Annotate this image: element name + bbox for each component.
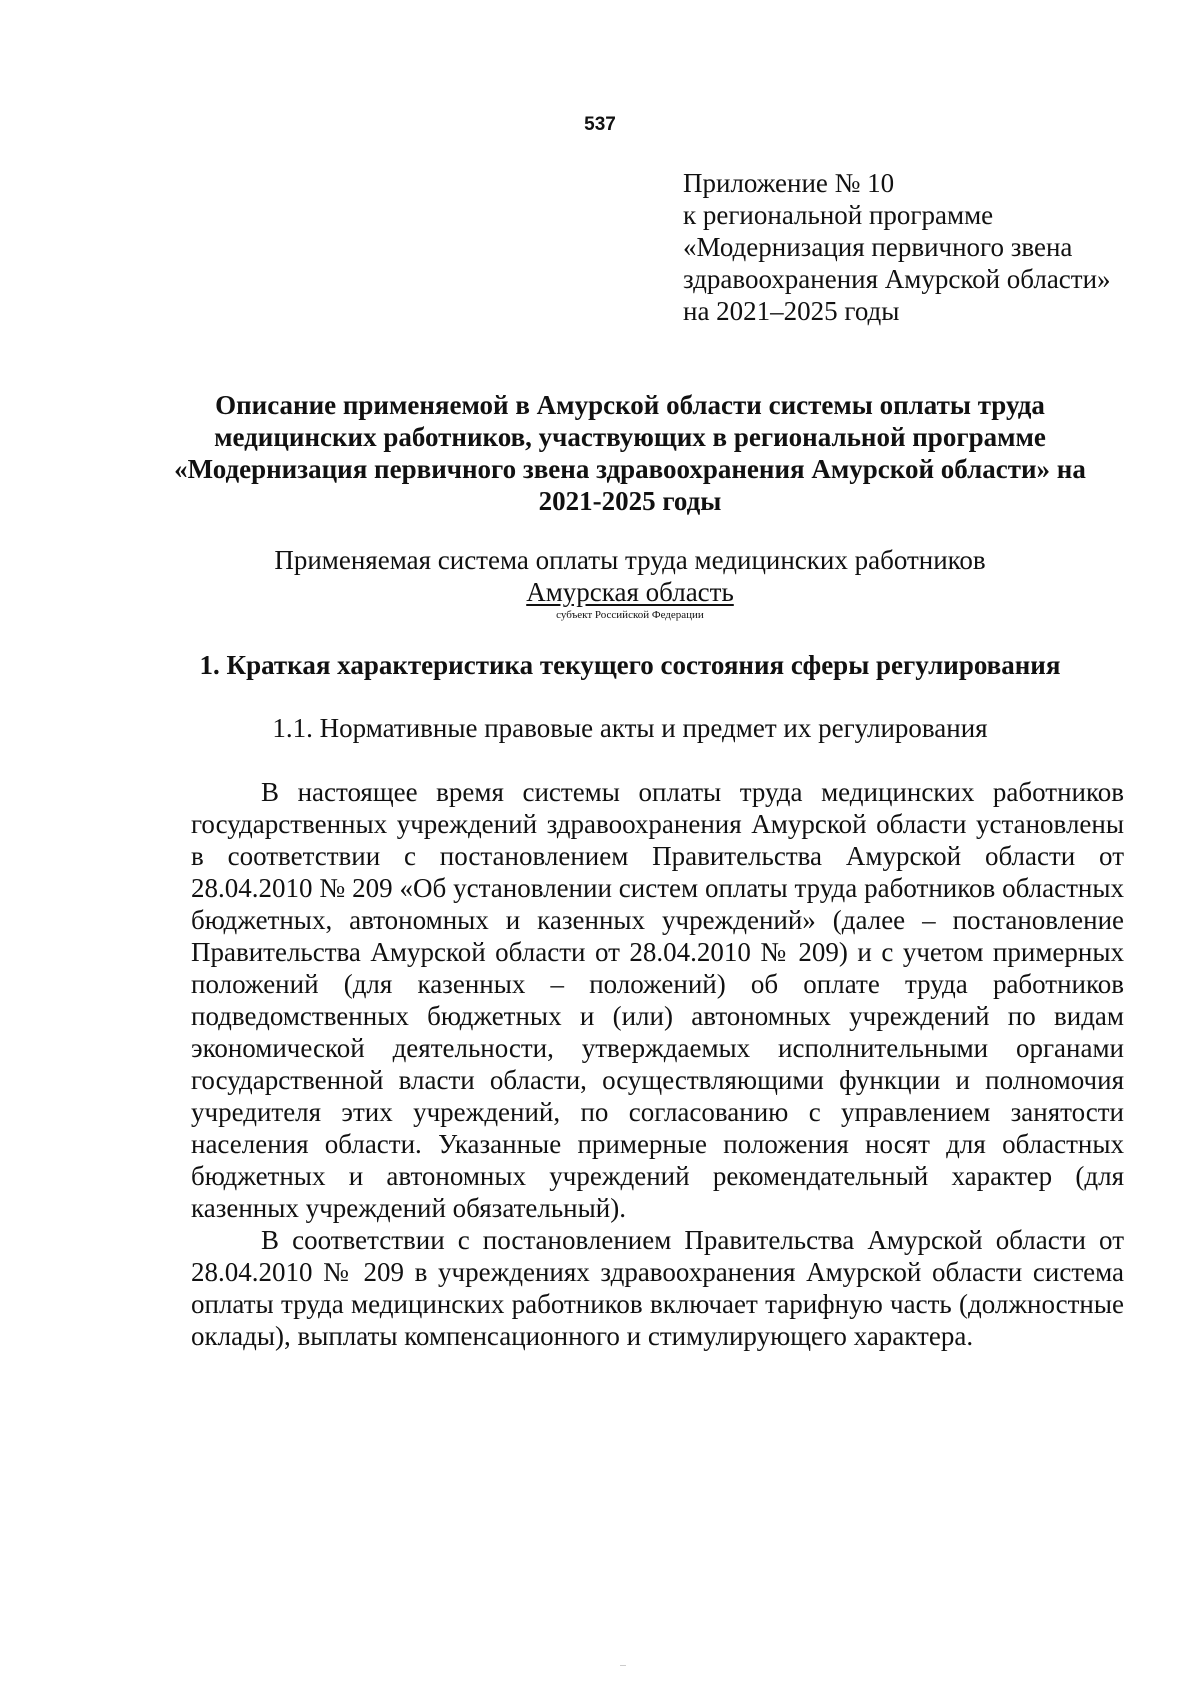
title-line: Описание применяемой в Амурской области системы оплаты труда — [215, 390, 1045, 420]
region-field — [150, 576, 1110, 608]
paragraph: В соответствии с постановлением Правительства Амурской области от 28.04.2010 № 209 в учреждениях здравоохранения Амурской области система оплаты труда медицинских работников включает тарифную часть (должностные оклады), выплаты компенсационного и стимулирующего характера. — [191, 1225, 1124, 1351]
appendix-line: на 2021–2025 годы — [683, 296, 900, 326]
subsection-heading: 1.1. Нормативные правовые акты и предмет их регулирования — [272, 713, 988, 743]
scan-mark — [620, 1665, 626, 1666]
appendix-line: здравоохранения Амурской области» — [683, 264, 1111, 294]
paragraph: В настоящее время системы оплаты труда медицинских работников государственных учреждений здравоохранения Амурской области установлены в соответствии с постановлением Правительства Амурской области от 28.04.2010 № 209 «Об установлении систем оплаты труда работников областных бюджетных, автономных и казенных учреждений» (далее – постановление Правительства Амурской области от 28.04.2010 № 209) и с учетом примерных положений (для казенных – положений) об оплате труда работников подведомственных бюджетных и (или) автономных учреждений по видам экономической деятельности, утверждаемых исполнительными органами государственной власти области, осуществляющими функции и полномочия учредителя этих учреждений, по согласованию с управлением занятости населения области. Указанные примерные положения носят для областных бюджетных и автономных учреждений рекомендательный характер (для казенных учреждений обязательный). — [191, 777, 1124, 1223]
title-line: медицинских работников, участвующих в региональной программе — [214, 422, 1046, 452]
appendix-line: «Модернизация первичного звена — [683, 232, 1073, 262]
region-name: Амурская область — [526, 577, 734, 607]
document-title — [150, 389, 1110, 517]
section-heading: 1. Краткая характеристика текущего состояния сферы регулирования — [199, 650, 1061, 680]
system-description: Применяемая система оплаты труда медицинских работников — [274, 545, 986, 575]
region-caption: субъект Российской Федерации — [556, 609, 704, 621]
body-text — [191, 776, 1124, 1352]
appendix-line: Приложение № 10 — [683, 168, 895, 198]
title-line: «Модернизация первичного звена здравоохранения Амурской области» на — [174, 454, 1086, 484]
appendix-block — [683, 167, 1153, 327]
title-line: 2021-2025 годы — [538, 486, 722, 516]
appendix-line: к региональной программе — [683, 200, 994, 230]
page-number: 537 — [584, 114, 616, 135]
